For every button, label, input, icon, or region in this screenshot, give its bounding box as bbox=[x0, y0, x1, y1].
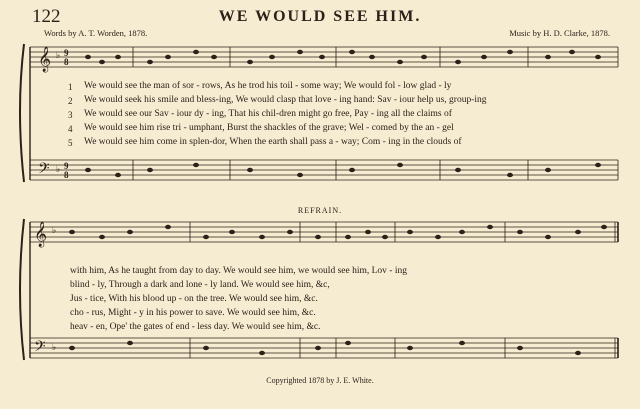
music-credit: Music by H. D. Clarke, 1878. bbox=[509, 28, 610, 38]
svg-text:8: 8 bbox=[64, 170, 69, 180]
refrain-label: REFRAIN. bbox=[297, 206, 343, 215]
svg-text:♭: ♭ bbox=[56, 164, 61, 174]
verse-line: We would seek his smile and bless-ing, We would clasp that love - ing hand: Sav - iour help us, group-ing bbox=[84, 95, 487, 105]
svg-text:𝄞: 𝄞 bbox=[34, 221, 48, 246]
svg-text:8: 8 bbox=[64, 57, 69, 67]
page-number: 122 bbox=[32, 6, 61, 27]
verse-line: We would see him rise tri - umphant, Burst the shackles of the grave; Wel - comed by the an - gel bbox=[84, 123, 454, 133]
hymn-title: WE WOULD SEE HIM. bbox=[218, 8, 422, 25]
svg-text:♭: ♭ bbox=[56, 50, 61, 60]
refrain-line: with him, As he taught from day to day. We would see him, we would see him, Lov - ing bbox=[70, 266, 407, 276]
svg-text:9: 9 bbox=[64, 161, 69, 171]
words-credit: Words by A. T. Worden, 1878. bbox=[44, 28, 148, 38]
refrain-line: Jus - tice, With his blood up - on the tree. We would see him, &c. bbox=[70, 294, 318, 304]
svg-text:♭: ♭ bbox=[52, 225, 57, 235]
verse-number: 1 bbox=[68, 82, 73, 92]
verse-number: 2 bbox=[68, 96, 73, 106]
refrain-line: blind - ly, Through a dark and lone - ly land. We would see him, &c, bbox=[70, 280, 330, 290]
copyright-notice: Copyrighted 1878 by J. E. White. bbox=[266, 376, 374, 385]
verse-number: 4 bbox=[68, 124, 73, 134]
refrain-line: heav - en, Ope' the gates of end - less day. We would see him, &c. bbox=[70, 322, 321, 332]
svg-text:𝄢: 𝄢 bbox=[34, 338, 46, 358]
refrain-line: cho - rus, Might - y in his power to save. We would see him, &c. bbox=[70, 308, 316, 318]
svg-text:9: 9 bbox=[64, 48, 69, 58]
svg-text:♭: ♭ bbox=[52, 342, 57, 352]
verse-number: 3 bbox=[68, 110, 73, 120]
verse-line: We would see the man of sor - rows, As he trod his toil - some way; We would fol - low glad - ly bbox=[84, 81, 452, 91]
verse-line: We would see our Sav - iour dy - ing, That his chil-dren might go free, Pay - ing all the claims of bbox=[84, 109, 452, 119]
svg-text:𝄞: 𝄞 bbox=[38, 46, 52, 71]
svg-text:𝄢: 𝄢 bbox=[38, 160, 50, 180]
verse-number: 5 bbox=[68, 138, 73, 148]
verse-line: We would see him come in splen-dor, When the earth shall pass a - way; Com - ing in the clouds of bbox=[84, 137, 462, 147]
